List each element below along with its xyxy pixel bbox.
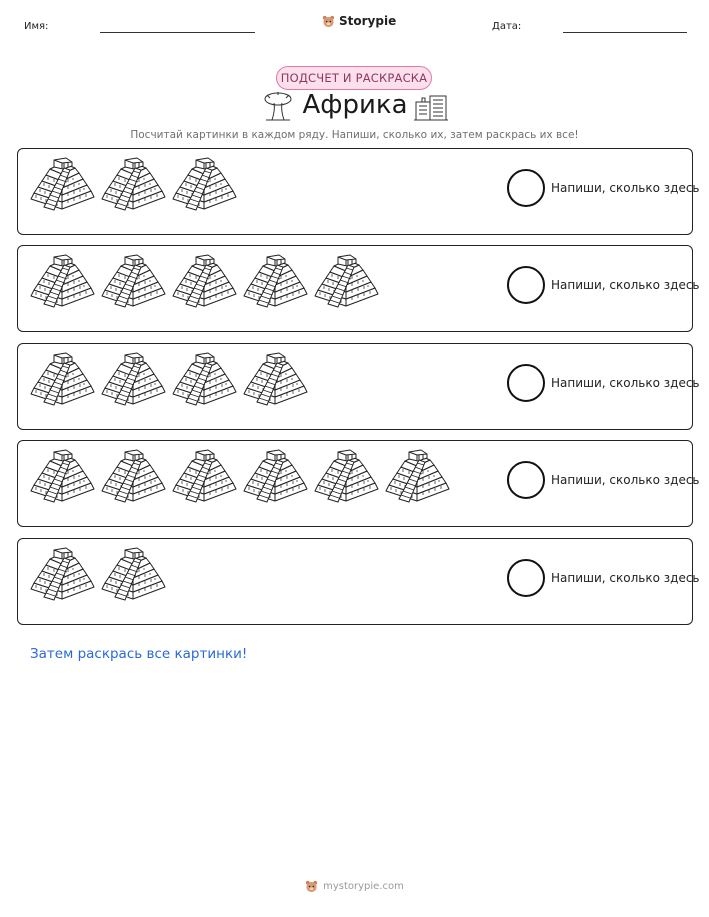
pyramid-icon [99,352,168,410]
pyramid-icon [99,449,168,507]
count-row-4 [17,440,700,527]
pyramid-icon [99,547,168,605]
bear-logo-icon [305,880,318,893]
pyramid-icon [170,352,239,410]
bear-logo-icon [322,15,335,28]
answer-label: Напиши, сколько здесь [551,278,700,292]
count-row-5 [17,538,700,625]
date-line[interactable] [563,32,687,33]
answer-label: Напиши, сколько здесь [551,376,700,390]
pyramid-icon [28,547,97,605]
pyramid-icon [312,254,381,312]
pyramid-group [28,547,168,605]
pyramid-group [28,449,452,507]
name-line[interactable] [100,32,255,33]
count-row-1 [17,148,700,235]
count-row-3 [17,343,700,430]
brand-name: Storypie [339,14,397,28]
brand-logo [322,14,396,28]
page-title: Африка [302,90,408,120]
pyramid-group [28,157,239,215]
count-row-2 [17,245,700,332]
date-label: Дата: [492,21,522,32]
pyramid-icon [28,352,97,410]
pyramid-icon [170,157,239,215]
pyramid-group [28,254,381,312]
pyramid-icon [170,254,239,312]
answer-label: Напиши, сколько здесь [551,473,700,487]
answer-circle[interactable] [507,559,545,597]
pyramid-icon [383,449,452,507]
answer-circle[interactable] [507,461,545,499]
pyramid-icon [99,157,168,215]
answer-label: Напиши, сколько здесь [551,571,700,585]
instructions: Посчитай картинки в каждом ряду. Напиши, сколько их, затем раскрась их все! [130,129,579,141]
answer-circle[interactable] [507,364,545,402]
pyramid-icon [28,254,97,312]
pyramid-icon [241,254,310,312]
ruins-icon [414,92,448,122]
pyramid-icon [241,352,310,410]
pyramid-icon [28,157,97,215]
category-badge: ПОДСЧЕТ И РАСКРАСКА [276,66,432,90]
answer-circle[interactable] [507,169,545,207]
pyramid-icon [241,449,310,507]
footer-note: Затем раскрась все картинки! [30,646,248,662]
pyramid-icon [99,254,168,312]
footer-brand-url[interactable]: mystorypie.com [323,881,404,892]
pyramid-icon [28,449,97,507]
pyramid-group [28,352,310,410]
answer-label: Напиши, сколько здесь [551,181,700,195]
pyramid-icon [312,449,381,507]
name-label: Имя: [24,21,49,32]
pyramid-icon [170,449,239,507]
footer-brand [0,880,709,893]
answer-circle[interactable] [507,266,545,304]
